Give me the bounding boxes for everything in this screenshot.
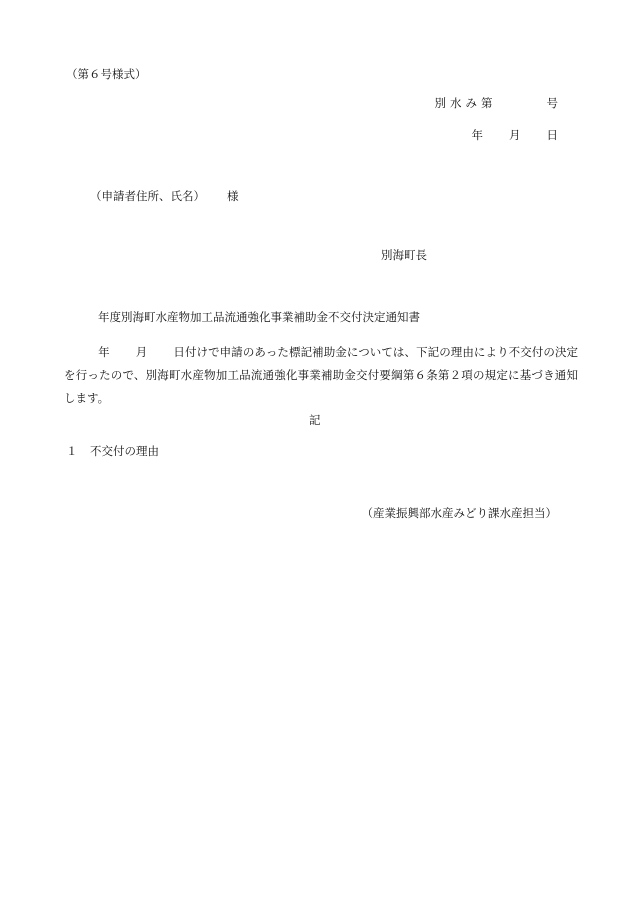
date-day: 日 <box>546 128 558 142</box>
body-month: 月 <box>135 345 148 359</box>
addressee-honorific: 様 <box>227 189 239 203</box>
list-item <box>66 446 159 458</box>
body-year: 年 <box>98 345 110 359</box>
contact-department: （産業振興部水産みどり課水産担当） <box>361 506 557 520</box>
document-title: 年度別海町水産物加工品流通強化事業補助金不交付決定通知書 <box>98 310 420 324</box>
body-text: 日付けで申請のあった標記補助金については、下記の理由により不交付の決定を行ったので、別海町水産物加工品流通強化事業補助金交付要綱第６条第２項の規定に基づき通知します。 <box>64 345 579 405</box>
list-item-number: １ <box>66 444 78 458</box>
form-number: （第６号様式） <box>66 67 147 81</box>
addressee-label: （申請者住所、氏名） <box>90 189 205 203</box>
body-paragraph <box>64 341 578 410</box>
addressee <box>90 191 239 203</box>
date-month: 月 <box>509 128 521 142</box>
document-number-prefix: 別水み第 <box>434 96 497 110</box>
document-number <box>435 98 559 110</box>
ki-heading: 記 <box>309 413 321 427</box>
list-item-label: 不交付の理由 <box>90 444 159 458</box>
document-date <box>472 130 559 142</box>
document-number-suffix: 号 <box>546 96 558 110</box>
issuer: 別海町長 <box>381 248 427 262</box>
date-year: 年 <box>471 128 483 142</box>
